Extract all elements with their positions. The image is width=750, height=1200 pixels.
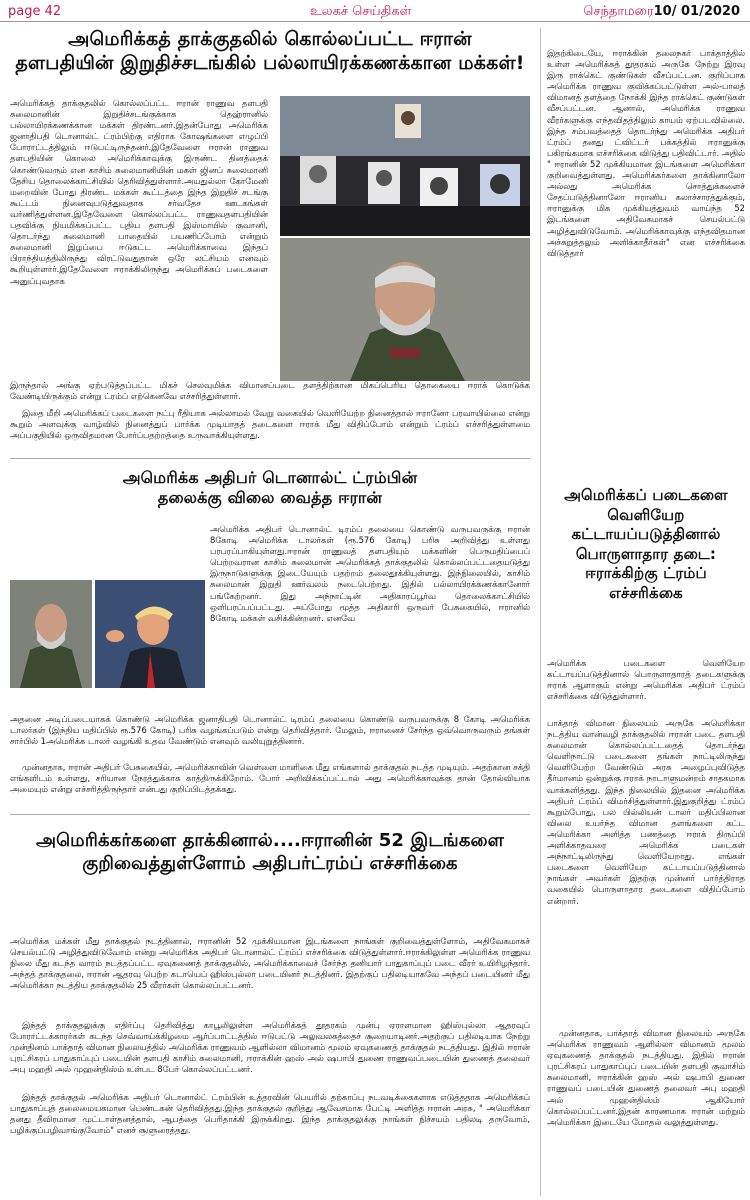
sidebar-text-4: முன்னதாக, பாக்தாத் விமான நிலையம் அருகே அமெரிக்க ராணுவம் ஆளில்லா விமானம் மூலம் ஏவுகணைத் தாக்குதல் நடத்தியது. இதில் ஈரான் புரட்சிகரப் பாதுகாப்புப் படையின் தளபதி குவாசிம் சுலைமானி, ஈராக்கின் ஹஸ் அல் ஷபாபி துணை ராணுவப் படையின் துணைத் தலைவர் அபு மஹதி அல் முஹன்திஸ்ம் ஆகியோர் கொல்லப்பட்டனர்.இதன் காரணமாக ஈரான் மற்றும் அமெரிக்கா இடையே மோதல் வலுத்துள்ளது.	[547, 1028, 745, 1127]
section-name: உலகச் செய்திகள்	[310, 4, 412, 19]
page-header	[0, 0, 750, 22]
article-3	[10, 830, 530, 1200]
article-3-text-1: அமெரிக்க மக்கள் மீது தாக்குதல் நடத்தினால், ஈரானின் 52 முக்கியமான இடங்களை நாங்கள் குறிவைத்துள்ளோம், அதிவேகமாகச் செயல்பட்டு அழித்துவிடுவோம் என்று அமெரிக்க அதிபர் டொனால்ட் ட்ரம்ப் எச்சரிக்கை விடுத்துள்ளார்.ஈராக்கிலுள்ள அமெரிக்க ராணுவ நிலை மீது கடந்த வாரம் நடத்தப்பட்ட ஏவுகணைத் தாக்குதலில், அமெரிக்காவைச் சேர்ந்த தனியார் பாதுகாப்புப் படை வீரர் உயிரிழந்தார். அந்தத் தாக்குதலை, ஈரான் ஆதரவு பெற்ற கடாயெப் ஹிஸ்புல்லா படையினர் நடத்தினர். இதற்குப் பதிலடியாகவே அந்தப் படையினர் மீது அமெரிக்கா நடத்திய தாக்குதலில் 25 வீரர்கள் கொல்லப்பட்டனர்.	[10, 936, 530, 991]
article-3-text-2: இந்தத் தாக்குதலுக்கு எதிர்ப்பு தெரிவித்து காபூலிலுள்ள அமெரிக்கத் தூதரகம் முன்பு ஏராளமான ஹிஸ்புல்லா ஆதரவுப் போராட்டக்காரர்கள் கடந்த செவ்வாய்க்கிழமை ஆர்ப்பாட்டத்தில் ஈடுபட்டு அலுவலகத்தைச் சூறையாடினர்.அதற்குப் பதிலடியாக நேற்று முன்தினம் பாக்தாத் விமான நிலையத்தில் அமெரிக்க ராணுவம் ஆளில்லா விமானம் மூலம் ஏவுகணைத் தாக்குதல் நடத்தியது. இதில் ஈரான் புரட்சிகரப் பாதுகாப்புப் படையின் தளபதி காசிம் சுலைமானி, ஈராக்கின் ஹஸ் அல் ஷபாபி துணை ராணுவப்படையின் துணைத் தலைவர் அபு மஹதி அல் முஹன்திஸ்ம் உள்பட 8பேர் கொல்லப்பட்டனர்.	[10, 1020, 530, 1075]
page-number: page 42	[8, 4, 62, 19]
soleimani-portrait-photo	[280, 238, 530, 381]
article-1-title	[10, 28, 530, 76]
funeral-crowd-photo	[280, 96, 530, 236]
article-1-text-wide: இருந்தால் அங்கு ஏற்படுத்தப்பட்ட மிகச் செலவுமிக்க விமானப்படை தளத்திற்கான மிகப்பெரிய தொகையை ஈராக் கொடுக்க வேண்டியிருக்கும் என்று ட்ரம்ப் எற்கெனவே எச்சரித்துள்ளார்.	[10, 380, 530, 402]
paper-name: செந்தாமரை	[583, 4, 654, 19]
sidebar-text-2: அமெரிக்க படைகளை வெளியேற கட்டாயப்படுத்தினால் பொருளாதாரத் தடைகளுக்கு ஈராக் ஆளாகும் என்று அமெரிக்க அதிபர் ட்ரம்ப் எச்சரிக்கை விடுத்துள்ளார்.	[547, 658, 745, 702]
article-2	[10, 468, 530, 848]
divider	[10, 458, 530, 459]
article-2-title-line1: அமெரிக்க அதிபர் டொனால்ட் ட்ரம்பின்	[122, 468, 418, 487]
article-2-paragraph-1	[10, 524, 530, 712]
article-2-title	[10, 468, 530, 508]
article-3-title-line2: குறிவைத்துள்ளோம் அதிபர்ட்ரம்ப் எச்சரிக்கை	[82, 852, 458, 874]
sidebar-title-line6: எச்சரிக்கை	[609, 583, 683, 602]
article-1-title-line1: அமெரிக்கத் தாக்குதலில் கொல்லப்பட்ட ஈரான்	[68, 28, 472, 50]
article-3-title-line1: அமெரிக்கர்களை தாக்கினால்....ஈரானின் 52 இடங்களை	[35, 830, 505, 851]
sidebar-title-line4: பொருளாதார தடை:	[575, 544, 717, 563]
article-1-text-narrow: அமெரிக்கத் தாக்குதலில் கொல்லப்பட்ட ஈரான் ராணுவ தளபதி சுலைமானின் இறுதிச்சடங்குக்காக தெஹ்ரானில் பல்லாயிரக்கணக்கான மக்கள் திரண்டனர்.இதன்போது அமெரிக்க ஜனாதிபதி டொனால்ட் ட்ரம்பிற்கு எதிராக கோஷங்களை எழுப்பி போராட்டத்திலும் ஈடுபட்டிருந்தனர்.இதேவேளை ஈரான் ராணுவ தளபதியின் கொலை அமெரிக்காவுக்கு இருண்ட தினத்தைக் கொண்டுவரும் என காசிம் சுலைமானியின் மகள் ஜினப் சுலைமானி தேசிய தொலைக்காட்சியில் தெரிவித்துள்ளார்.அயதுல்லா கோமேனி மறைவின் போது திரண்ட மக்கள் கூட்டத்தை இந்த இறுதிச் சடங்கு கூட்டம் நினைவுபடுத்துவதாக சர்வதேச ஊடகங்கள் வர்ணித்துள்ளன.இதேவேளை கொல்லப்பட்ட ராணுவதளபதியின் பதவிக்கு நியமிக்கப்பட்ட புதிய தளபதி இஸ்மாயில் குவானி, தொடர்ந்து சுலைமானி பாதையில் பயணிப்போம் என்றும் சுலைமானி இழப்பை ஈடுகட்ட அமெரிக்காவை இந்தப் பிராந்தியத்திலிருந்து விரட்டுவதுதான் ஒரே லட்சியம் எனவும் கூறியுள்ளார்.இதேவேளை ஈராக்கிலிருந்து அமெரிக்கப் படைகளை அனுப்புவதாக	[10, 98, 268, 286]
article-3-title	[10, 830, 530, 875]
issue-date	[583, 4, 740, 20]
article-1-text-wide-2: இதை மீறி அமெரிக்கப் படைகளை நட்பு ரீதியாக அல்லாமல் வேறு வகையில் வெளியேற்ற நினைத்தால் ஈரானோ பரவாயில்லை என்று கூறும் அளவுக்கு வாழ்வில் நினைத்துப் பார்க்க முடியாதத் தடைகளை ஈராக் மீது விதிப்போம் என்றும் ட்ரம்ப் எச்சரித்துள்ளமை அப்பகுதியில் ஒருவிதமான போர்ப்பதற்றத்தை உருவாக்கியுள்ளது.	[10, 408, 530, 441]
date-value: 10/ 01/2020	[653, 4, 740, 19]
article-1-title-line2: தளபதியின் இறுதிச்சடங்கில் பல்லாயிரக்கணக்கான மக்கள்!	[15, 51, 525, 74]
article-1	[10, 28, 530, 488]
sidebar-text-3: பாக்தாத் விமான நிலையம் அருகே அமெரிக்கா நடத்திய வான்வழி தாக்குதலில் ஈரான் படை தளபதி சுலைமான் கொல்லப்பட்டதைத் தொடர்ந்து வெளிநாட்டு படைகளை தங்கள் நாட்டிலிருந்து வெளியேற்ற வேண்டும் அரசு அழைப்புவிடுத்த தீர்மானம் ஒன்றுக்கு ஈராக் நாடாளுமன்றம் சாதகமாக வாக்களித்தது. இந்த நிலையில் இதனை அமெரிக்க அதிபர் ட்ரம்ப் விமர்சித்துள்ளார்.இதுகுறித்து ட்ரம்ப் கூறும்போது, பல பில்லியன் டாலர் மதிப்பிலான விலை உயர்ந்த விமான தளங்களை கட்ட அமெரிக்கா அளித்த பணத்தை ஈராக் திருப்பி அளிக்காதவரை அமெரிக்க படைகள் அந்நாட்டிலிருந்து வெளியேறாது. எங்கள் படைகளை வெளியேற கட்டாயப்படுத்தினால் நாங்கள் அவர்கள் இதற்கு முன்னர் பார்த்திராத வகையில் பொருளாதார தடைகளை விதிப்போம் என்றார்.	[547, 718, 745, 906]
article-2-paragraph-1-text: அமெரிக்க அதிபர் டொனால்ட் டிரம்ப் தலையை கொண்டு வருபவருக்கு ஈரான் 8கோடி அமெரிக்க டாலர்கள் (ரூ.576 கோடி) பரிசு அறிவித்து உள்ளது பரபரப்பாகியுள்ளது.ஈரான் ராணுவத் தளபதியும் மக்களின் பெருமதிப்பைப் பெற்றவரான காசிம் சுலைமான் அமெரிக்கத் தாக்குதலில் கொல்லப்பட்டதையடுத்து இருநாடுகளுக்கு இடையேயும் பதற்றம் தலைதூக்கியுள்ளது. இந்நிலையில், காசிம் சுலைமான் இறுதி ஊர்வலம் நடைபெற்றது. இதில் பல்லாயிரக்கணக்கானோர் பங்கேற்றனர். இது அந்நாட்டின் அதிகாரப்பூர்வ தொலைக்காட்சியில் ஒளிபரப்பப்பட்டது. அப்போது மூத்த அதிகாரி ஒருவர் பேசுகையில், ஈரானில் 8கோடி மக்கள் வசிக்கின்றனர். எனவே	[210, 524, 530, 623]
article-2-title-line2: தலைக்கு விலை வைத்த ஈரான்	[157, 488, 383, 507]
article-2-text-3: முன்னதாக, ஈரான் அதிபர் பேசுகையில், அமெரிக்காவின் வெள்ளை மாளிகை மீது எங்களால் தாக்குதல் நடத்த முடியும். அதற்கான சக்தி எங்களிடம் உள்ளது, சரியான நேரத்துக்காக காத்திருக்கிறோம். போர் அறிவிக்கப்பட்டால் அது அமெரிக்காவுக்கு தான் தோல்வியாக அமையும் என்று எச்சரித்திருந்தார் என்பது குறிப்பிடத்தக்கது.	[10, 762, 530, 795]
side-column	[540, 28, 745, 1196]
sidebar-title-line2: வெளியேற	[607, 505, 685, 524]
article-3-text-3: இந்தத் தாக்குதல் அமெரிக்க அதிபர் டொனால்ட் ட்ரம்பின் உத்தரவின் பெயரில் தற்காப்பு நடவடிக்கைகளாக எடுத்ததாக அமெரிக்கப் பாதுகாப்புத் தலைமையகமான பெண்டகன் தெரிவித்தது.இந்த தாக்குதல் குறித்து ஆவேசமாக பேட்டி அளித்த ஈரான் அரசு, " அமெரிக்கா தனது தீவிரமான முட்டாள்தனத்தால், ஆபத்தை பெரிதாக்கி இருக்கிறது. இந்த தாக்குதலுக்கு நாங்கள் நிச்சயம் பதிலடி தருவோம், பழிக்குப்பழிவாங்குவோம்" எனச் சூளுரைத்தது.	[10, 1092, 530, 1136]
divider	[10, 814, 530, 815]
article-2-text-2: அதனை அடிப்படையாகக் கொண்டு அமெரிக்க ஜனாதிபதி டொனால்ட் டிரம்ப் தலையை கொண்டு வருபவருக்கு 8 கோடி அமெரிக்க டாலர்கள் (இந்திய மதிப்பில் ரூ.576 கோடி) பரிசு வழங்கப்படும் என்று தெரிவித்தார். மேலும், ஈரானைச் சேர்ந்த ஒவ்வொருவரும் தங்கள் சார்பில் 1அமெரிக்க டாலர் வழங்கி உதவ வேண்டும் எனவும் வலியுறுத்தினார்.	[10, 714, 530, 747]
sidebar-title-line3: கட்டாயப்படுத்தினால்	[571, 525, 721, 543]
sidebar-title	[547, 486, 745, 603]
sidebar-title-line5: ஈராக்கிற்கு ட்ரம்ப்	[585, 564, 707, 582]
sidebar-text-1: இதற்கிடையே, ஈராக்கின் தலைநகர் பாக்தாத்தில் உள்ள அமெரிக்கத் தூதரகம் அருகே நேற்று இரவு இரு ராக்கெட் குண்டுகள் வீசப்பட்டன. குறிப்பாக அமெரிக்க ராணுவ குவிக்கப்பட்டுள்ள அல்-பாலத் விமானத் தளத்தை நோக்கி இந்த ராக்கெட் குண்டுகள் வீசப்பட்டன. ஆனால், அமெரிக்க ராணுவ வீரர்களுக்கு எந்தவிதத்திலும் காயம் ஏற்படவில்லை. இந்த சம்பவத்தைத் தொடர்ந்து அமெரிக்க அதிபர் ட்ரம்ப் தனது ட்விட்டர் பக்கத்தில் ஈரானுக்கு பகிரங்கமாக எச்சரிக்கை விடுத்து பதிவிட்டார். அதில் " ஈரானின் 52 முக்கியமான இடங்களை அமெரிக்கா குறிவைத்துள்ளது. அமெரிக்கர்களை தாக்கினாலோ அல்லது அமெரிக்க சொத்துக்களைச் சேதப்படுத்தினாலோ ஈரானிய கலாச்சாரத்துக்கும், ஈரானுக்கு மிக முக்கியத்துவம் வாய்ந்த 52 இடங்களை அதிவேகமாகச் செயல்பட்டு அழித்துவிடுவோம். அமெரிக்காவுக்கு எந்தவிதமான அச்சுறுத்தலும் அளிக்காதீர்கள்" என எச்சரிக்கை விடுத்தார்	[547, 48, 745, 258]
sidebar-title-line1: அமெரிக்கப் படைகளை	[564, 486, 728, 504]
